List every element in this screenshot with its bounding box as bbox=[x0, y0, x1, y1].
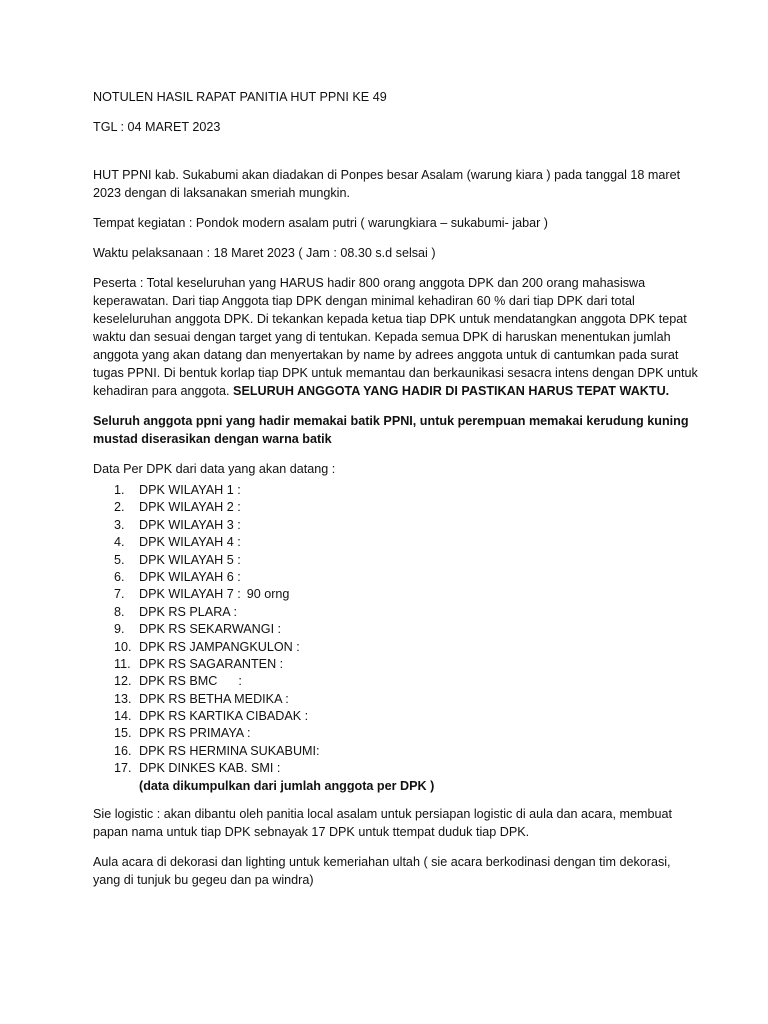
list-item-label: DPK RS SEKARWANGI : bbox=[139, 622, 282, 637]
list-item-number: 2. bbox=[114, 500, 125, 515]
list-item-number: 6. bbox=[114, 569, 125, 584]
list-item-number: 15. bbox=[114, 726, 132, 741]
list-item-label: DPK WILAYAH 6 : bbox=[139, 569, 241, 584]
list-item bbox=[93, 639, 698, 656]
list-item-label: DPK WILAYAH 3 : bbox=[139, 517, 241, 532]
document-date: TGL : 04 MARET 2023 bbox=[93, 120, 221, 134]
list-item bbox=[93, 534, 698, 551]
list-item-label: DPK RS HERMINA SUKABUMI: bbox=[139, 743, 320, 758]
list-item-number: 11. bbox=[114, 656, 131, 671]
participants-text: Peserta : Total keseluruhan yang HARUS hadir 800 orang anggota DPK dan 200 orang mahasiswa keperawatan. Dari tiap Anggota tiap DPK dengan minimal kehadiran 60 % dari tiap DPK dari total keseleluruhan anggota DPK. Di tekankan kepada ketua tiap DPK untuk mendatangkan anggota DPK tepat waktu dan sesuai dengan target yang di tentukan. Kepada semua DPK di haruskan menentukan jumlah anggota yang akan datang dan menyertakan by name by adrees anggota untuk di cantumkan pada surat tugas PPNI. Di bentuk korlap tiap DPK untuk memantau dan berkaunikasi sesacra intens dengan DPK untuk kehadiran para anggota. bbox=[93, 276, 698, 398]
list-item-label: DPK RS SAGARANTEN : bbox=[139, 656, 284, 671]
decoration-paragraph: Aula acara di dekorasi dan lighting untuk kemeriahan ultah ( sie acara berkodinasi dengan tim dekorasi, yang di tunjuk bu gegeu dan pa windra) bbox=[93, 855, 671, 888]
document-title: NOTULEN HASIL RAPAT PANITIA HUT PPNI KE 49 bbox=[93, 90, 387, 104]
list-item-number: 3. bbox=[114, 517, 125, 532]
list-item-label: DPK RS JAMPANGKULON : bbox=[139, 639, 300, 654]
list-item bbox=[93, 691, 698, 708]
list-item bbox=[93, 673, 698, 690]
list-item-label: DPK RS PRIMAYA : bbox=[139, 726, 251, 741]
list-item bbox=[93, 656, 698, 673]
list-item-label: DPK WILAYAH 7 : bbox=[139, 587, 241, 602]
dpk-note: (data dikumpulkan dari jumlah anggota per DPK ) bbox=[139, 778, 435, 793]
list-item bbox=[93, 499, 698, 516]
list-item-label: DPK WILAYAH 2 : bbox=[139, 500, 241, 515]
list-item bbox=[93, 760, 698, 777]
list-item bbox=[93, 569, 698, 586]
list-item-number: 8. bbox=[114, 604, 125, 619]
venue-paragraph: Tempat kegiatan : Pondok modern asalam putri ( warungkiara – sukabumi- jabar ) bbox=[93, 216, 548, 230]
list-item bbox=[93, 586, 698, 603]
list-item bbox=[93, 482, 698, 499]
list-item-number: 14. bbox=[114, 709, 132, 724]
list-item bbox=[93, 708, 698, 725]
time-paragraph: Waktu pelaksanaan : 18 Maret 2023 ( Jam : 08.30 s.d selsai ) bbox=[93, 246, 436, 260]
dpk-list bbox=[93, 482, 698, 778]
list-item-value: 90 orng bbox=[246, 587, 290, 602]
list-item-number: 13. bbox=[114, 691, 132, 706]
intro-paragraph: HUT PPNI kab. Sukabumi akan diadakan di Ponpes besar Asalam (warung kiara ) pada tanggal 18 maret 2023 dengan di laksanakan smeriah mungkin. bbox=[93, 168, 681, 200]
list-item-label: DPK RS BETHA MEDIKA : bbox=[139, 691, 289, 706]
list-item-label: DPK WILAYAH 1 : bbox=[139, 483, 241, 497]
dpk-heading: Data Per DPK dari data yang akan datang : bbox=[93, 462, 336, 476]
list-item-label: DPK WILAYAH 5 : bbox=[139, 552, 241, 567]
logistics-paragraph: Sie logistic : akan dibantu oleh panitia local asalam untuk persiapan logistic di aula dan acara, membuat papan nama untuk tiap DPK sebnayak 17 DPK untuk ttempat duduk tiap DPK. bbox=[93, 807, 672, 840]
list-item-number: 7. bbox=[114, 587, 125, 602]
list-item bbox=[93, 725, 698, 742]
list-item-label: DPK RS BMC : bbox=[139, 674, 242, 689]
list-item-number: 10. bbox=[114, 639, 132, 654]
list-item-label: DPK RS PLARA : bbox=[139, 604, 237, 619]
list-item-number: 4. bbox=[114, 535, 125, 550]
list-item bbox=[93, 552, 698, 569]
dress-code-paragraph: Seluruh anggota ppni yang hadir memakai batik PPNI, untuk perempuan memakai kerudung kuning mustad diserasikan dengan warna batik bbox=[93, 414, 689, 446]
participants-emphasis: SELURUH ANGGOTA YANG HADIR DI PASTIKAN HARUS TEPAT WAKTU. bbox=[233, 384, 670, 398]
list-item-number: 9. bbox=[114, 622, 125, 637]
list-item bbox=[93, 517, 698, 534]
list-item-label: DPK RS KARTIKA CIBADAK : bbox=[139, 709, 309, 724]
list-item-number: 16. bbox=[114, 743, 132, 758]
list-item bbox=[93, 621, 698, 638]
list-item-number: 12. bbox=[114, 674, 132, 689]
participants-paragraph bbox=[93, 274, 698, 400]
list-item bbox=[93, 604, 698, 621]
list-item-number: 5. bbox=[114, 552, 125, 567]
list-item-number: 17. bbox=[114, 761, 132, 776]
list-item-number: 1. bbox=[114, 483, 125, 497]
list-item-label: DPK DINKES KAB. SMI : bbox=[139, 761, 281, 776]
list-item-label: DPK WILAYAH 4 : bbox=[139, 535, 241, 550]
list-item bbox=[93, 743, 698, 760]
